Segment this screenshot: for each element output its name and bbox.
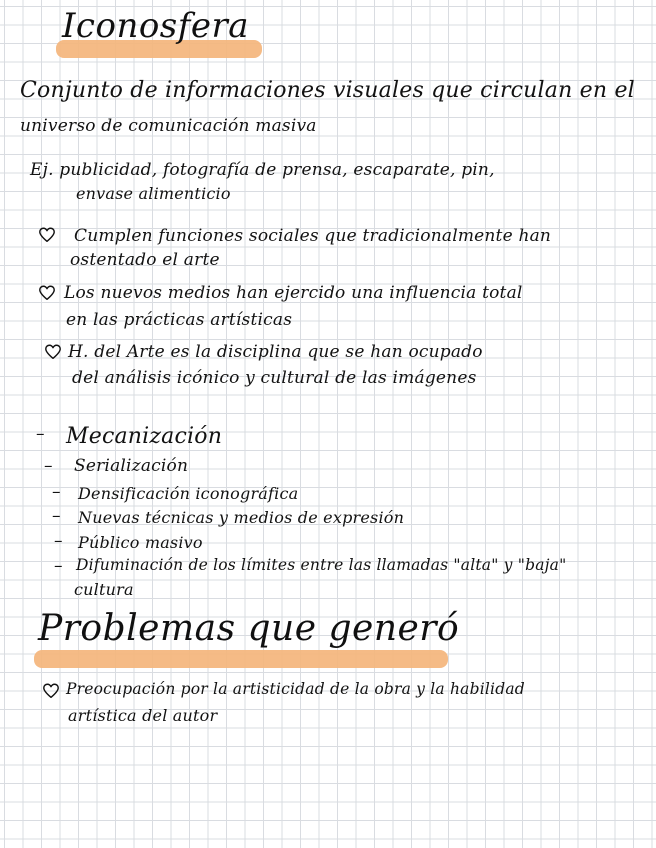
list-dash: – [52, 482, 61, 502]
list-item-1: Mecanización [66, 424, 223, 449]
bullet-1-line-2: ostentado el arte [70, 250, 220, 270]
list-item-3: Densificación iconográfica [78, 484, 299, 503]
example-line-1: Ej. publicidad, fotografía de prensa, escaparate, pin, [30, 160, 495, 180]
list-dash: – [36, 424, 45, 444]
problem-1-line-1: Preocupación por la artisticidad de la obra y la habilidad [66, 680, 525, 698]
heart-icon [42, 682, 60, 700]
list-dash: – [54, 556, 63, 576]
list-dash: – [44, 456, 53, 476]
bullet-1-line-1: Cumplen funciones sociales que tradicionalmente han [74, 226, 552, 246]
list-item-4: Nuevas técnicas y medios de expresión [78, 508, 405, 527]
section-title-highlight [34, 650, 448, 668]
list-item-6: Difuminación de los límites entre las llamadas "alta" y "baja" [76, 556, 567, 574]
list-item-2: Serialización [74, 456, 189, 476]
heart-icon [38, 226, 56, 244]
problem-1-line-2: artística del autor [68, 706, 218, 725]
bullet-2-line-1: Los nuevos medios han ejercido una influencia total [64, 283, 523, 303]
heart-icon [44, 343, 62, 361]
page-title: Iconosfera [62, 6, 249, 46]
list-dash: – [54, 531, 63, 551]
definition-line-1: Conjunto de informaciones visuales que circulan en el [20, 78, 635, 103]
list-dash: – [52, 506, 61, 526]
heart-icon [38, 284, 56, 302]
list-item-6-continuation: cultura [74, 580, 134, 599]
bullet-3-line-2: del análisis icónico y cultural de las imágenes [72, 368, 477, 388]
bullet-3-line-1: H. del Arte es la disciplina que se han ocupado [68, 342, 483, 362]
definition-line-2: universo de comunicación masiva [20, 116, 317, 136]
list-item-5: Público masivo [78, 533, 203, 552]
section-title: Problemas que generó [38, 608, 460, 649]
bullet-2-line-2: en las prácticas artísticas [66, 310, 293, 330]
example-line-2: envase alimenticio [76, 184, 231, 203]
